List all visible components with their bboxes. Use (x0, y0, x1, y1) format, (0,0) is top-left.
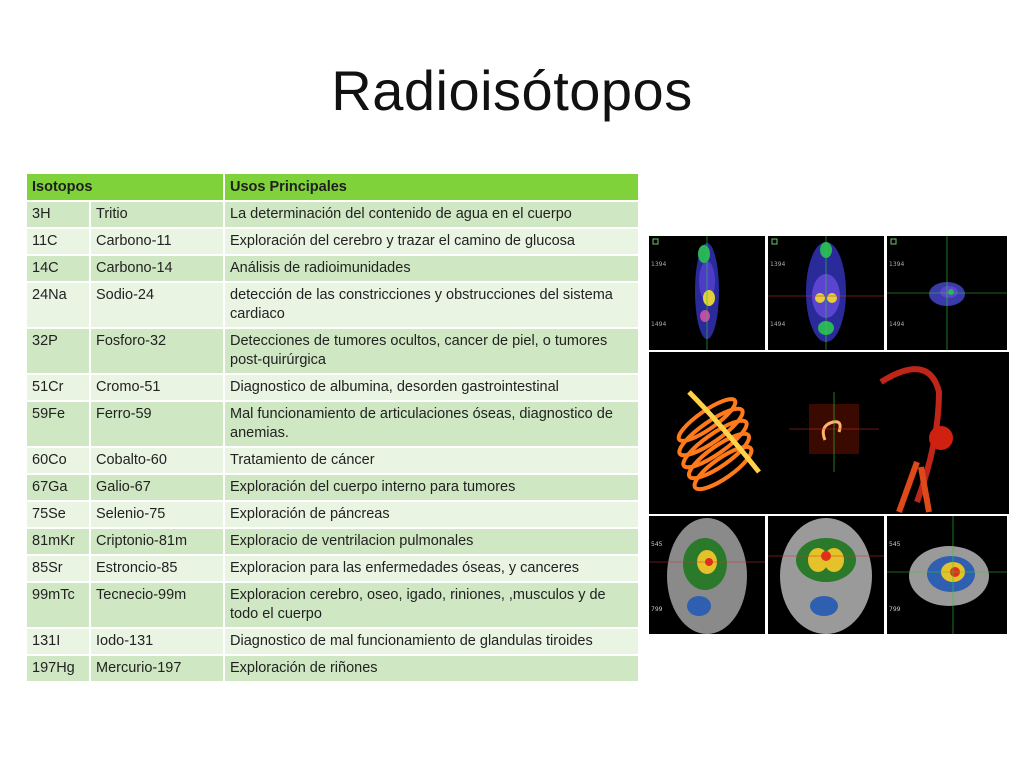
table-row (27, 528, 638, 555)
isotope-name-cell: Tecnecio-99m (90, 582, 224, 628)
spect-ct-coronal (768, 516, 884, 634)
isotope-symbol-cell: 197Hg (27, 655, 90, 682)
table-row (27, 555, 638, 582)
header-isotopos: Isotopos (27, 174, 224, 201)
table-row (27, 582, 638, 628)
isotope-name-cell: Fosforo-32 (90, 328, 224, 374)
scale-label: 545 (651, 541, 663, 548)
scale-label: 799 (889, 606, 901, 613)
scale-label: 1394 (770, 261, 786, 268)
isotope-use-cell: Exploracion para las enfermedades óseas, y canceres (224, 555, 638, 582)
isotope-symbol-cell: 51Cr (27, 374, 90, 401)
scale-label: 1394 (889, 261, 905, 268)
isotope-symbol-cell: 99mTc (27, 582, 90, 628)
isotope-name-cell: Tritio (90, 201, 224, 228)
table-row (27, 282, 638, 328)
isotope-use-cell: Diagnostico de mal funcionamiento de glandulas tiroides (224, 628, 638, 655)
isotope-use-cell: Exploracio de ventrilacion pulmonales (224, 528, 638, 555)
spect-coronal-graphic (768, 516, 884, 634)
isotope-use-cell: Tratamiento de cáncer (224, 447, 638, 474)
spect-ct-sagittal (649, 516, 765, 634)
isotope-symbol-cell: 14C (27, 255, 90, 282)
medical-images-panel (649, 236, 1009, 634)
table-row (27, 374, 638, 401)
isotope-symbol-cell: 85Sr (27, 555, 90, 582)
isotope-use-cell: Exploración de riñones (224, 655, 638, 682)
scale-label: 1494 (651, 321, 667, 328)
table-row (27, 228, 638, 255)
isotope-name-cell: Cobalto-60 (90, 447, 224, 474)
isotope-symbol-cell: 11C (27, 228, 90, 255)
pet-scan-axial (887, 236, 1007, 350)
table-header-row (27, 174, 638, 201)
isotope-name-cell: Criptonio-81m (90, 528, 224, 555)
spect-sagittal-graphic (649, 516, 765, 634)
isotope-use-cell: Exploración del cuerpo interno para tumores (224, 474, 638, 501)
render-3d-panel (649, 352, 1009, 514)
table-row (27, 655, 638, 682)
table-row (27, 628, 638, 655)
isotope-name-cell: Galio-67 (90, 474, 224, 501)
table-row (27, 474, 638, 501)
isotope-symbol-cell: 67Ga (27, 474, 90, 501)
slide-title: Radioisótopos (331, 59, 693, 122)
scale-label: 545 (889, 541, 901, 548)
isotopes-table (27, 174, 638, 683)
isotope-name-cell: Iodo-131 (90, 628, 224, 655)
isotope-use-cell: La determinación del contenido de agua en el cuerpo (224, 201, 638, 228)
isotope-name-cell: Mercurio-197 (90, 655, 224, 682)
scale-label: 1494 (770, 321, 786, 328)
isotope-symbol-cell: 3H (27, 201, 90, 228)
isotope-use-cell: Exploración del cerebro y trazar el camino de glucosa (224, 228, 638, 255)
isotope-use-cell: Diagnostico de albumina, desorden gastrointestinal (224, 374, 638, 401)
isotope-use-cell: Análisis de radioimunidades (224, 255, 638, 282)
isotope-name-cell: Estroncio-85 (90, 555, 224, 582)
header-usos: Usos Principales (224, 174, 638, 201)
isotope-use-cell: Mal funcionamiento de articulaciones óseas, diagnostico de anemias. (224, 401, 638, 447)
table-row (27, 401, 638, 447)
isotope-symbol-cell: 24Na (27, 282, 90, 328)
isotope-use-cell: detección de las constricciones y obstrucciones del sistema cardiaco (224, 282, 638, 328)
table-row (27, 255, 638, 282)
table-row (27, 201, 638, 228)
isotope-use-cell: Detecciones de tumores ocultos, cancer de piel, o tumores post-quirúrgica (224, 328, 638, 374)
render-3d-graphic (649, 352, 1009, 514)
scale-label: 1494 (889, 321, 905, 328)
isotope-use-cell: Exploración de páncreas (224, 501, 638, 528)
isotope-symbol-cell: 60Co (27, 447, 90, 474)
isotope-name-cell: Sodio-24 (90, 282, 224, 328)
table-row (27, 447, 638, 474)
spect-ct-axial (887, 516, 1007, 634)
isotope-symbol-cell: 131I (27, 628, 90, 655)
pet-axial-graphic (887, 236, 1007, 350)
isotope-symbol-cell: 32P (27, 328, 90, 374)
scale-label: 799 (651, 606, 663, 613)
pet-scan-coronal (768, 236, 884, 350)
table-row (27, 328, 638, 374)
pet-scan-sagittal (649, 236, 765, 350)
isotope-symbol-cell: 81mKr (27, 528, 90, 555)
isotope-symbol-cell: 75Se (27, 501, 90, 528)
isotope-name-cell: Cromo-51 (90, 374, 224, 401)
spect-axial-graphic (887, 516, 1007, 634)
isotope-name-cell: Carbono-11 (90, 228, 224, 255)
isotope-symbol-cell: 59Fe (27, 401, 90, 447)
pet-coronal-graphic (768, 236, 884, 350)
isotope-name-cell: Selenio-75 (90, 501, 224, 528)
scale-label: 1394 (651, 261, 667, 268)
isotope-name-cell: Ferro-59 (90, 401, 224, 447)
table-row (27, 501, 638, 528)
pet-sagittal-graphic (649, 236, 765, 350)
isotope-use-cell: Exploracion cerebro, oseo, igado, riniones, ,musculos y de todo el cuerpo (224, 582, 638, 628)
isotope-name-cell: Carbono-14 (90, 255, 224, 282)
